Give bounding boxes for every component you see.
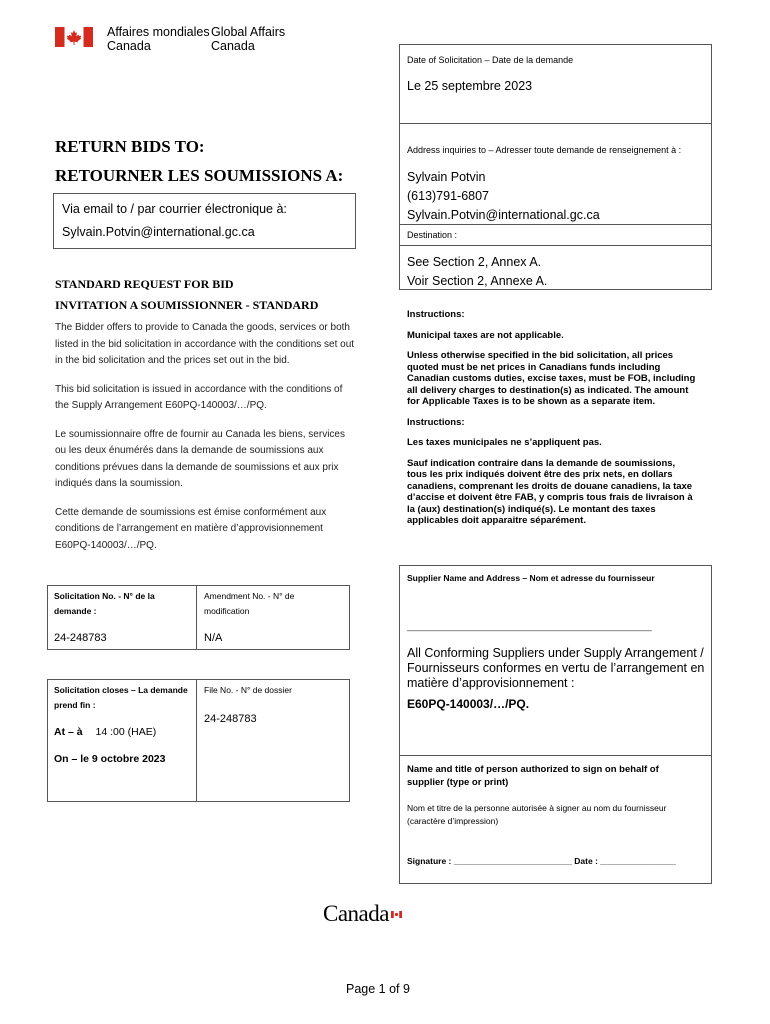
divider-vertical <box>196 586 197 649</box>
amendment-value: N/A <box>204 632 223 644</box>
standard-title-en: STANDARD REQUEST FOR BID <box>55 277 234 291</box>
instructions-label-fr: Instructions: <box>407 416 465 428</box>
closes-label: Solicitation closes – La demande prend fin : <box>54 685 188 710</box>
authorized-en: Name and title of person authorized to sign on behalf of supplier (type or print) <box>407 764 659 788</box>
closes-at-value: 14 :00 (HAE) <box>95 726 157 738</box>
return-bids-heading-fr: RETOURNER LES SOUMISSIONS A: <box>55 166 344 185</box>
destination-label: Destination : <box>407 230 458 240</box>
wordmark-last: a <box>379 901 389 926</box>
canada-flag-icon <box>55 27 93 47</box>
closes-at <box>54 726 156 738</box>
standard-p1: The Bidder offers to provide to Canada the goods, services or both listed in the bid solicitation in accordance with the conditions set out in the bid solicitation and the prices set out in the bid. <box>55 322 355 366</box>
divider <box>400 123 711 124</box>
return-bids-heading-en: RETURN BIDS TO: <box>55 137 205 156</box>
canada-wordmark <box>323 901 389 927</box>
dept-name-en <box>211 25 285 53</box>
closes-on: On – le 9 octobre 2023 <box>54 753 166 765</box>
gac-logo <box>55 27 93 47</box>
divider <box>400 224 711 225</box>
divider-vertical <box>196 680 197 801</box>
standard-p3: Le soumissionnaire offre de fournir au Canada les biens, services ou les deux énumérés dans la demande de soumissions aux conditions prévues dans la demande de soumissions et aux prix indiqués dans la soumission. <box>55 428 345 489</box>
solicitation-no-label: Solicitation No. - N° de la demande : <box>54 591 155 616</box>
destination-divider <box>400 245 711 246</box>
instructions-body-en: Unless otherwise specified in the bid solicitation, all prices quoted must be net prices in Canadians funds including Canadian customs duties, excise taxes, must be FOB, including all delivery charges to destination(s) as indicated. The amount for Applicable Taxes is to be shown as a separate item. <box>407 350 696 407</box>
inquiries-phone: (613)791-6807 <box>407 189 490 203</box>
date-label: Date of Solicitation – Date de la demande <box>407 55 574 65</box>
destination-fr: Voir Section 2, Annexe A. <box>407 274 548 288</box>
dept-name-fr <box>107 25 210 53</box>
instructions <box>407 309 697 527</box>
instructions-label-en: Instructions: <box>407 309 465 320</box>
dept-en-line1: Global Affairs <box>211 25 286 39</box>
wordmark-flag-icon <box>391 905 402 923</box>
standard-title-fr: INVITATION A SOUMISSIONNER - STANDARD <box>55 298 319 312</box>
closes-at-label: At – à <box>54 726 83 738</box>
inquiries-name: Sylvain Potvin <box>407 170 486 184</box>
dept-fr-line1: Affaires mondiales <box>107 25 210 39</box>
file-no-label: File No. - N° de dossier <box>204 685 292 695</box>
supplier-label: Supplier Name and Address – Nom et adresse du fournisseur <box>407 573 655 583</box>
destination-en: See Section 2, Annex A. <box>407 255 542 269</box>
sa-number: E60PQ-140003/…/PQ. <box>407 697 530 711</box>
right-info-box <box>399 44 712 290</box>
date-value: Le 25 septembre 2023 <box>407 79 533 93</box>
supplier-box <box>399 565 712 884</box>
supplier-line: ____________________________________________ <box>407 621 652 632</box>
solicitation-box <box>47 585 350 650</box>
signature-line: Signature : _________________________ Date : ________________ <box>407 856 676 866</box>
solicitation-no-value: 24-248783 <box>54 632 107 644</box>
standard-p2: This bid solicitation is issued in accordance with the conditions of the Supply Arrangement E60PQ-140003/…/PQ. <box>55 383 343 411</box>
standard-p4: Cette demande de soumissions est émise conformément aux conditions de l’arrangement en matière d’approvisionnement E60PQ-140003/…/PQ. <box>55 506 327 551</box>
via-email: Via email to / par courrier électronique à: <box>62 202 287 216</box>
instructions-tax-en: Municipal taxes are not applicable. <box>407 329 564 341</box>
divider <box>400 755 711 756</box>
inquiries-label: Address inquiries to – Adresser toute demande de renseignement à : <box>407 145 682 155</box>
standard-body <box>55 320 355 554</box>
authorized-fr: Nom et titre de la personne autorisée à signer au nom du fournisseur (caractère d’impression) <box>407 803 667 826</box>
dept-en-line2: Canada <box>211 39 255 53</box>
return-email[interactable]: Sylvain.Potvin@international.gc.ca <box>62 225 255 239</box>
page-number: Page 1 of 9 <box>346 982 410 996</box>
conforming-suppliers: All Conforming Suppliers under Supply Arrangement / Fournisseurs conformes en vertu de l’arrangement en matière d’approvisionnement : <box>407 646 705 690</box>
inquiries-email[interactable]: Sylvain.Potvin@international.gc.ca <box>407 208 600 222</box>
amendment-label: Amendment No. - N° de modification <box>204 591 295 616</box>
instructions-tax-fr: Les taxes municipales ne s’appliquent pas. <box>407 437 602 448</box>
return-bids-box <box>53 193 356 249</box>
instructions-body-fr: Sauf indication contraire dans la demande de soumissions, tous les prix indiqués doivent être des prix nets, en dollars canadiens, comprenant les droits de douane canadiens, la taxe d’accise et doivent être FAB, y compris tous frais de livraison à la (aux) destination(s) indiqué(s). Le montant des taxes applicables doit apparaitre séparément. <box>407 457 693 526</box>
wordmark-text: Canad <box>323 901 380 926</box>
closes-box <box>47 679 350 802</box>
file-no-value: 24-248783 <box>204 713 257 725</box>
dept-fr-line2: Canada <box>107 39 151 53</box>
